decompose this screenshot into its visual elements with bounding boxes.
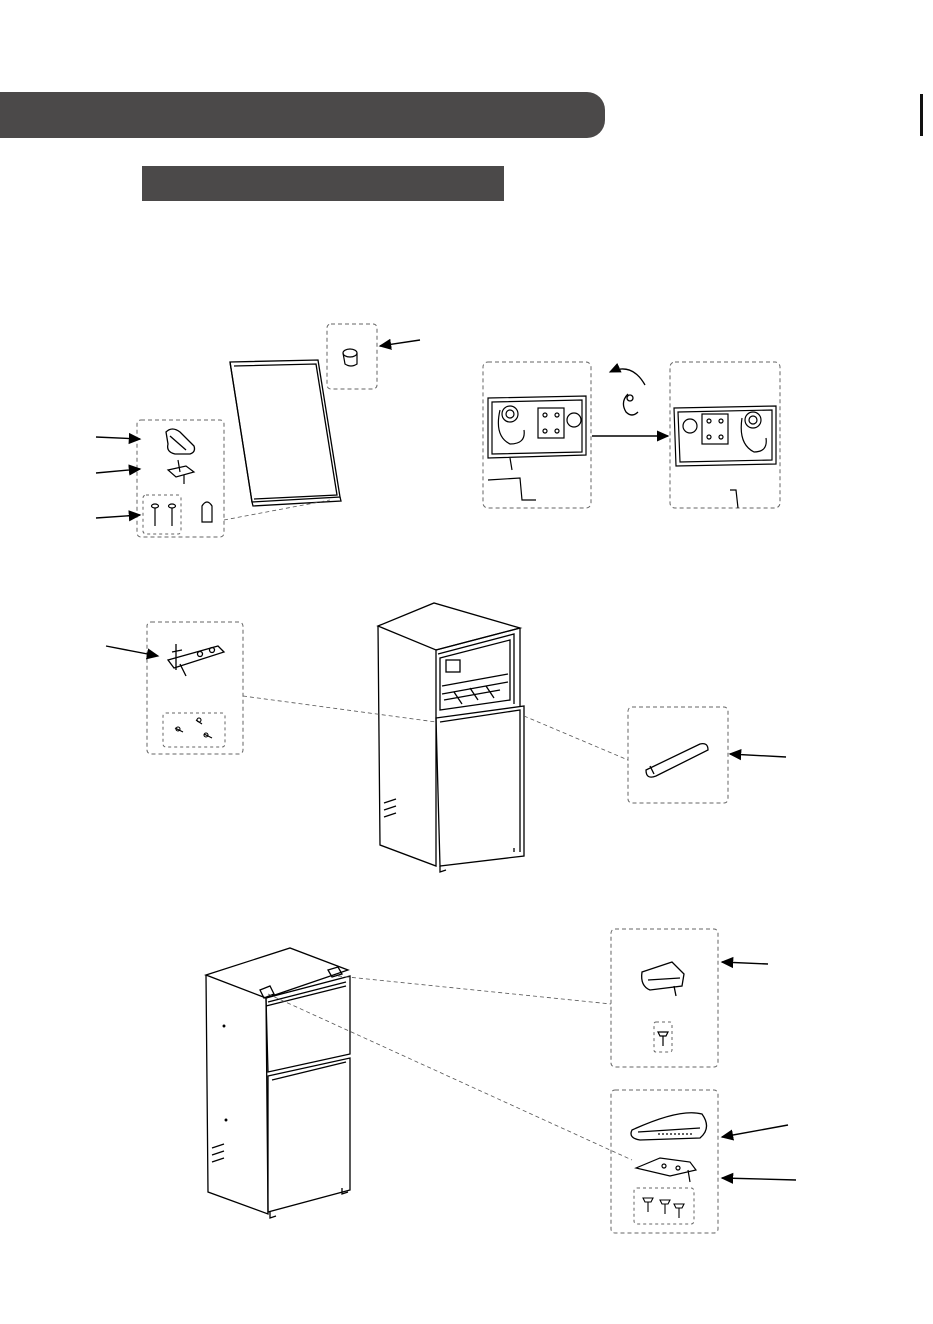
top-hinge-callout xyxy=(268,994,796,1233)
pin-icon xyxy=(202,502,212,522)
hinge-cover-icon xyxy=(166,429,195,454)
top-cap-callout xyxy=(327,324,420,389)
top-cap-icon xyxy=(343,349,357,366)
hinge-bracket-icon xyxy=(168,460,194,484)
top-hinge-screws-icon xyxy=(643,1198,684,1218)
rotation-indicator xyxy=(610,369,645,415)
middle-hinge-screws-icon xyxy=(175,718,212,738)
top-hinge-plate-icon xyxy=(636,1158,696,1182)
door-panel-illustration xyxy=(230,360,341,506)
hinge-detail-right xyxy=(670,362,780,508)
top-hinge-cap-icon xyxy=(631,1113,707,1140)
fridge-open-illustration xyxy=(378,603,524,872)
hinge-detail-left xyxy=(483,362,591,508)
hinge-parts-callout xyxy=(96,420,330,537)
top-cover-screw-icon xyxy=(658,1032,668,1046)
top-hinge-cover-icon xyxy=(642,962,684,996)
screws-icon xyxy=(152,504,176,526)
hole-plug-icon xyxy=(646,744,708,778)
handle-plug-callout xyxy=(524,707,786,803)
fridge-closed-illustration xyxy=(206,948,350,1218)
middle-hinge-icon xyxy=(168,644,224,676)
top-hinge-cover-callout xyxy=(338,929,768,1067)
middle-hinge-callout xyxy=(106,622,436,754)
